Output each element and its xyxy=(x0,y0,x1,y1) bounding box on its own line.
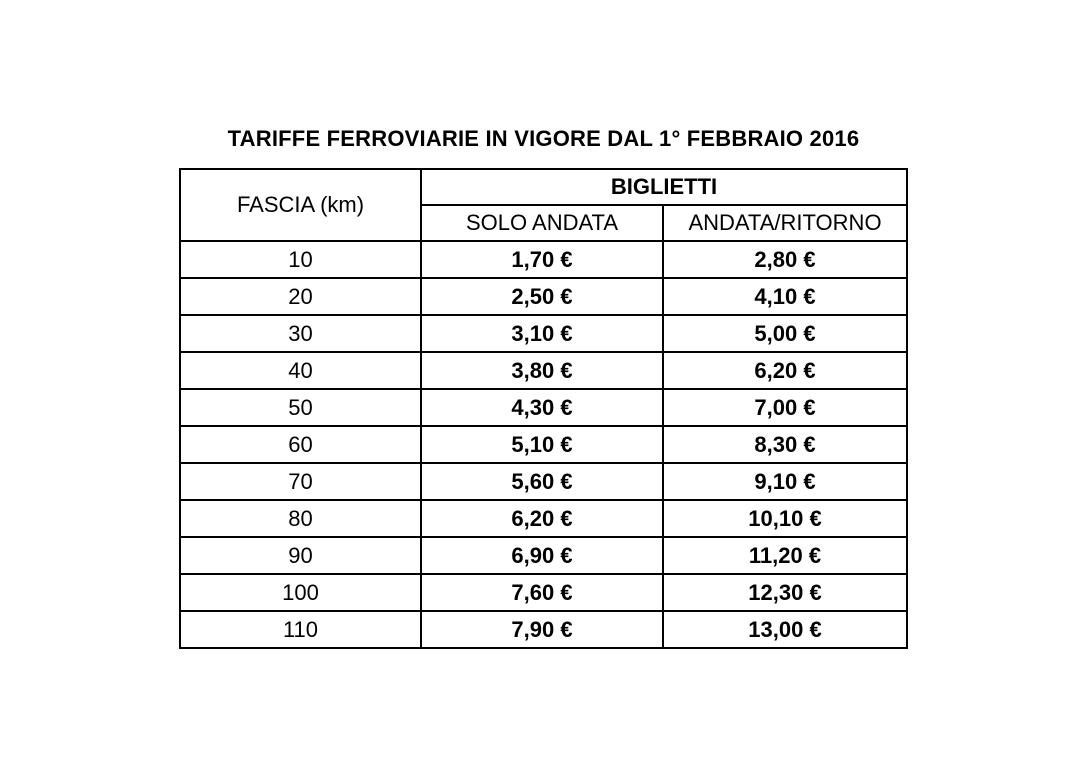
table-header-row xyxy=(180,169,907,205)
fascia-header: FASCIA (km) xyxy=(180,169,421,241)
fascia-cell: 30 xyxy=(180,315,421,352)
fascia-cell: 110 xyxy=(180,611,421,648)
solo-andata-price: 5,10 € xyxy=(421,426,663,463)
fascia-cell: 20 xyxy=(180,278,421,315)
andata-ritorno-price: 7,00 € xyxy=(663,389,907,426)
tariff-table-body xyxy=(180,241,907,648)
andata-ritorno-price: 4,10 € xyxy=(663,278,907,315)
table-row xyxy=(180,537,907,574)
table-row xyxy=(180,426,907,463)
fascia-cell: 90 xyxy=(180,537,421,574)
table-row xyxy=(180,574,907,611)
andata-ritorno-price: 8,30 € xyxy=(663,426,907,463)
andata-ritorno-price: 6,20 € xyxy=(663,352,907,389)
table-row xyxy=(180,500,907,537)
andata-ritorno-header: ANDATA/RITORNO xyxy=(663,205,907,241)
table-row xyxy=(180,611,907,648)
fascia-cell: 50 xyxy=(180,389,421,426)
solo-andata-price: 7,90 € xyxy=(421,611,663,648)
andata-ritorno-price: 11,20 € xyxy=(663,537,907,574)
document-title: TARIFFE FERROVIARIE IN VIGORE DAL 1° FEBBRAIO 2016 xyxy=(227,126,860,151)
fascia-cell: 10 xyxy=(180,241,421,278)
table-row xyxy=(180,315,907,352)
tariff-table xyxy=(179,168,908,649)
solo-andata-price: 2,50 € xyxy=(421,278,663,315)
table-row xyxy=(180,352,907,389)
fascia-cell: 40 xyxy=(180,352,421,389)
andata-ritorno-price: 13,00 € xyxy=(663,611,907,648)
andata-ritorno-price: 10,10 € xyxy=(663,500,907,537)
fascia-cell: 60 xyxy=(180,426,421,463)
solo-andata-price: 1,70 € xyxy=(421,241,663,278)
table-row xyxy=(180,389,907,426)
table-row xyxy=(180,241,907,278)
andata-ritorno-price: 5,00 € xyxy=(663,315,907,352)
solo-andata-price: 6,90 € xyxy=(421,537,663,574)
fascia-cell: 80 xyxy=(180,500,421,537)
table-row xyxy=(180,463,907,500)
solo-andata-header: SOLO ANDATA xyxy=(421,205,663,241)
andata-ritorno-price: 12,30 € xyxy=(663,574,907,611)
solo-andata-price: 5,60 € xyxy=(421,463,663,500)
andata-ritorno-price: 2,80 € xyxy=(663,241,907,278)
solo-andata-price: 4,30 € xyxy=(421,389,663,426)
fascia-cell: 100 xyxy=(180,574,421,611)
solo-andata-price: 6,20 € xyxy=(421,500,663,537)
solo-andata-price: 3,80 € xyxy=(421,352,663,389)
biglietti-header: BIGLIETTI xyxy=(421,169,907,205)
table-row xyxy=(180,278,907,315)
solo-andata-price: 3,10 € xyxy=(421,315,663,352)
andata-ritorno-price: 9,10 € xyxy=(663,463,907,500)
solo-andata-price: 7,60 € xyxy=(421,574,663,611)
fascia-cell: 70 xyxy=(180,463,421,500)
